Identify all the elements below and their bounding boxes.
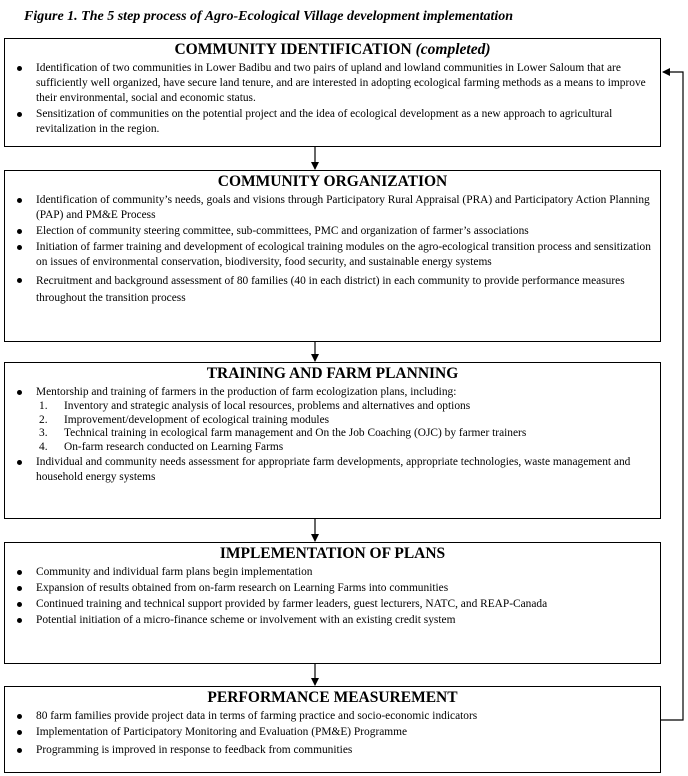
bullet-item: Programming is improved in response to feedback from communities [5,743,660,758]
step-box-community-organization [4,170,661,342]
item-text: On-farm research conducted on Learning Farms [64,440,284,453]
item-text: Inventory and strategic analysis of local resources, problems and alternatives and options [64,400,471,412]
step-title: PERFORMANCE MEASUREMENT [207,689,458,706]
bullet-item: Election of community steering committee, sub-committees, PMC and organization of farmer’s associations [5,224,660,239]
bullet-list [5,193,660,307]
item-number: 3. [39,427,48,439]
figure-caption: Figure 1. The 5 step process of Agro-Ecological Village development implementation [24,9,514,24]
bullet-list [5,61,660,137]
bullet-list [5,565,660,628]
bullet-item: Expansion of results obtained from on-farm research on Learning Farms into communities [5,581,660,596]
item-number: 2. [39,413,48,426]
numbered-item [36,400,652,414]
step-box-performance-measurement [4,686,661,773]
step-title-text: COMMUNITY IDENTIFICATION [174,41,412,58]
bullet-item: Identification of two communities in Lower Badibu and two pairs of upland and lowland communities in Lower Saloum that are sufficiently well organized, have secure land tenure, and are interested in adopting ecological farming methods as a means to improve their environmental, social and economic status. [5,61,660,106]
numbered-item [36,427,652,441]
bullet-item: Identification of community’s needs, goals and visions through Participatory Rural Appraisal (PRA) and Participatory Action Planning (PAP) and PM&E Process [5,193,660,223]
step-title: TRAINING AND FARM PLANNING [206,365,459,382]
bullet-item: Sensitization of communities on the potential project and the idea of ecological development as a new approach to agricultural revitalization in the region. [5,107,660,137]
step-title: IMPLEMENTATION OF PLANS [219,545,446,562]
item-number: 1. [39,400,48,412]
bullet-list [5,385,660,485]
step-box-implementation-of-plans [4,542,661,664]
step-title-status: (completed) [415,41,491,58]
bullet-item: Implementation of Participatory Monitoring and Evaluation (PM&E) Programme [5,725,660,740]
bullet-item: Individual and community needs assessment for appropriate farm developments, appropriate technologies, waste management and household energy systems [5,455,660,485]
bullet-item: Continued training and technical support provided by farmer leaders, guest lecturers, NATC, and REAP-Canada [5,597,660,612]
bullet-item [5,385,660,454]
step-title: COMMUNITY ORGANIZATION [217,173,448,190]
bullet-item: Community and individual farm plans begin implementation [5,565,660,580]
feedback-loop-arrow [661,72,683,720]
numbered-item [36,441,652,455]
numbered-item [36,414,652,428]
numbered-list [36,400,652,454]
bullet-list [5,709,660,758]
bullet-item: Potential initiation of a micro-finance scheme or involvement with an existing credit system [5,613,660,628]
bullet-item: Initiation of farmer training and development of ecological training modules on the agro-ecological transition process and sensitization on issues of environmental conservation, biodiversity, food security, and sustainable energy systems [5,240,660,270]
item-number: 4. [39,440,48,453]
step-title [5,41,660,59]
item-text: Technical training in ecological farm management and On the Job Coaching (OJC) by farmer trainers [64,427,527,439]
bullet-item: 80 farm families provide project data in terms of farming practice and socio-economic indicators [5,709,660,724]
bullet-item-text: Mentorship and training of farmers in the production of farm ecologization plans, including: [36,386,457,398]
step-box-community-identification [4,38,661,147]
bullet-item: Recruitment and background assessment of 80 families (40 in each district) in each community to provide performance measures throughout the transition process [5,273,660,307]
item-text: Improvement/development of ecological training modules [64,413,330,426]
step-box-training-farm-planning [4,362,661,519]
